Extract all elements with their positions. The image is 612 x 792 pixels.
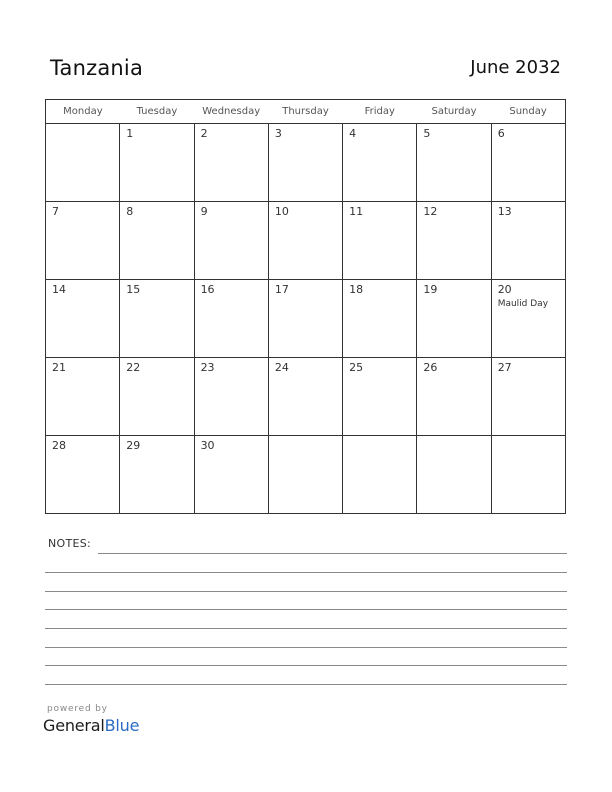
week-row-5 — [46, 436, 566, 514]
generalblue-logo[interactable] — [43, 716, 139, 735]
note-line — [98, 553, 567, 554]
day-cell — [194, 124, 268, 202]
day-number: 12 — [423, 205, 438, 218]
day-number: 25 — [349, 361, 364, 374]
day-cell — [120, 280, 194, 358]
day-number: 13 — [497, 205, 512, 218]
day-cell — [268, 280, 342, 358]
day-number: 18 — [349, 283, 364, 296]
day-cell — [417, 202, 491, 280]
week-row-3 — [46, 280, 566, 358]
day-cell — [46, 202, 120, 280]
weekday-tuesday: Tuesday — [120, 100, 194, 124]
day-number: 16 — [200, 283, 215, 296]
month-year-title: June 2032 — [470, 57, 561, 78]
day-number: 17 — [274, 283, 289, 296]
day-cell — [343, 436, 417, 514]
day-cell — [417, 280, 491, 358]
day-cell — [194, 202, 268, 280]
note-line — [45, 609, 567, 610]
day-number: 3 — [274, 127, 282, 140]
day-cell — [194, 436, 268, 514]
day-number: 8 — [126, 205, 134, 218]
day-number: 19 — [423, 283, 438, 296]
weekday-header-row — [46, 100, 566, 124]
day-number: 30 — [200, 439, 215, 452]
day-number: 11 — [349, 205, 364, 218]
day-cell — [491, 280, 565, 358]
day-number — [343, 436, 416, 440]
day-cell — [343, 280, 417, 358]
day-cell — [417, 124, 491, 202]
day-number — [492, 436, 565, 440]
day-cell — [491, 358, 565, 436]
day-number: 20 — [497, 283, 512, 296]
day-number: 21 — [52, 361, 66, 374]
weekday-wednesday: Wednesday — [194, 100, 268, 124]
week-row-2 — [46, 202, 566, 280]
day-number: 7 — [52, 205, 59, 218]
day-cell — [343, 358, 417, 436]
day-cell — [120, 202, 194, 280]
day-number: 6 — [497, 127, 505, 140]
day-cell — [268, 358, 342, 436]
day-number: 27 — [497, 361, 512, 374]
day-number: 23 — [200, 361, 215, 374]
weekday-saturday: Saturday — [417, 100, 491, 124]
day-number: 10 — [274, 205, 289, 218]
country-title: Tanzania — [50, 56, 144, 80]
day-number: 9 — [200, 205, 208, 218]
day-number — [269, 436, 342, 440]
day-number: 26 — [423, 361, 438, 374]
day-number: 28 — [52, 439, 66, 452]
weekday-sunday: Sunday — [491, 100, 565, 124]
day-cell — [417, 358, 491, 436]
day-cell — [343, 124, 417, 202]
day-number: 2 — [200, 127, 208, 140]
day-number: 1 — [126, 127, 134, 140]
note-line — [45, 665, 567, 666]
note-line — [45, 572, 567, 573]
day-number: 4 — [349, 127, 357, 140]
day-cell — [343, 202, 417, 280]
notes-label: NOTES: — [48, 537, 92, 550]
day-cell — [268, 124, 342, 202]
day-cell — [491, 124, 565, 202]
day-cell — [417, 436, 491, 514]
week-row-4 — [46, 358, 566, 436]
day-cell — [46, 436, 120, 514]
note-line — [45, 628, 567, 629]
day-cell — [46, 280, 120, 358]
brand-blue-text: Blue — [104, 716, 140, 735]
day-cell — [194, 280, 268, 358]
day-number — [46, 124, 119, 128]
day-number: 15 — [126, 283, 141, 296]
day-cell — [194, 358, 268, 436]
day-cell — [120, 436, 194, 514]
day-number: 24 — [274, 361, 289, 374]
note-line — [45, 591, 567, 592]
day-cell — [268, 202, 342, 280]
calendar-grid — [45, 99, 566, 514]
day-cell — [491, 202, 565, 280]
day-number: 14 — [52, 283, 66, 296]
powered-by-text: powered by — [47, 704, 108, 714]
day-cell — [491, 436, 565, 514]
weekday-thursday: Thursday — [268, 100, 342, 124]
day-cell — [46, 124, 120, 202]
brand-general-text: General — [43, 716, 105, 735]
day-cell — [120, 124, 194, 202]
day-number: 29 — [126, 439, 141, 452]
note-line — [45, 684, 567, 685]
day-cell — [268, 436, 342, 514]
day-cell — [46, 358, 120, 436]
note-line — [45, 647, 567, 648]
day-number: 22 — [126, 361, 141, 374]
week-row-1 — [46, 124, 566, 202]
day-number: 5 — [423, 127, 431, 140]
day-cell — [120, 358, 194, 436]
holiday-label: Maulid Day — [497, 299, 549, 309]
weekday-monday: Monday — [46, 100, 120, 124]
day-number — [417, 436, 490, 440]
weekday-friday: Friday — [343, 100, 417, 124]
